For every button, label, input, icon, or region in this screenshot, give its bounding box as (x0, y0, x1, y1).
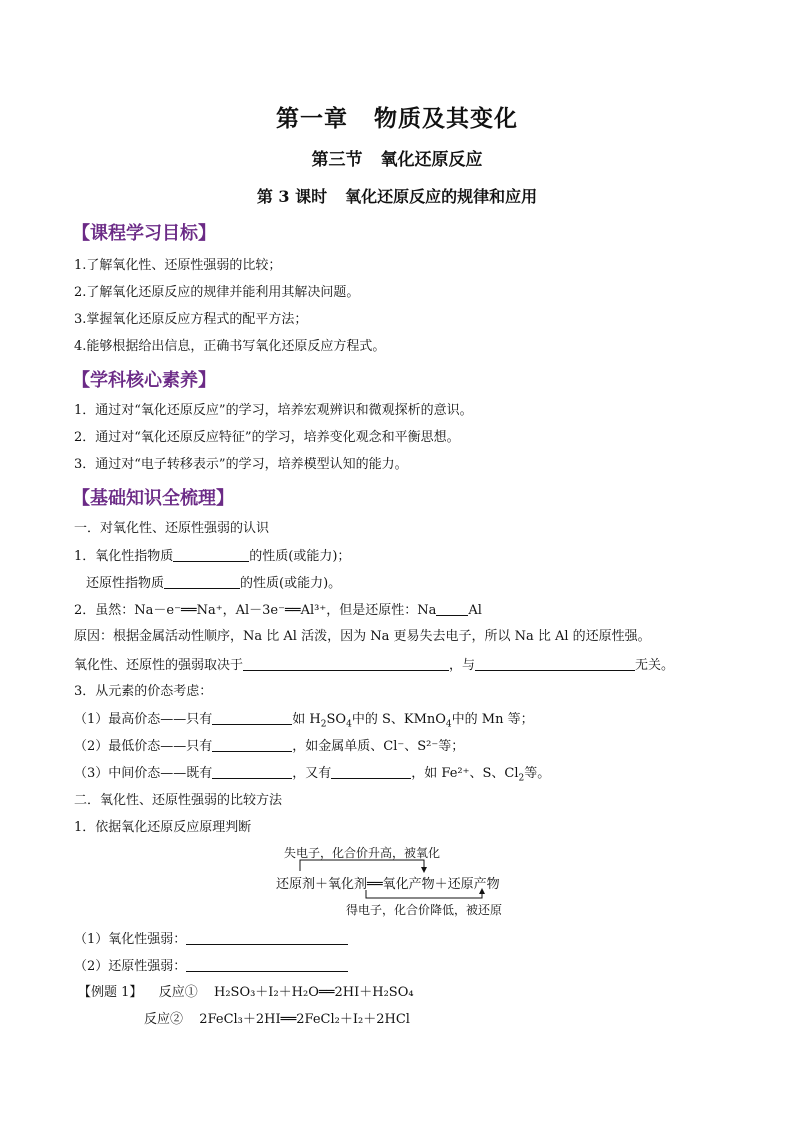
text: 还原性指物质 (86, 576, 165, 591)
example-label: 【例题 1】 (78, 985, 143, 1000)
fill-blank[interactable] (212, 764, 292, 779)
section-title (0, 145, 794, 170)
literacy-heading: 【学科核心素养】 (72, 370, 216, 391)
lesson-number: 第 3 课时 (256, 187, 328, 206)
reducing-definition (86, 574, 341, 593)
reaction-label: 反应② (144, 1012, 184, 1027)
part1-title: 一．对氧化性、还原性强弱的认识 (74, 521, 270, 536)
literacy-item: 2．通过对“氧化还原反应特征”的学习，培养变化观念和平衡思想。 (74, 430, 460, 445)
redox-diagram (276, 840, 526, 920)
chapter-title (0, 100, 794, 133)
text: ，如 Fe²⁺、S、Cl (411, 766, 519, 781)
text: ，又有 (292, 766, 332, 781)
text: ，如金属单质、Cl⁻、S²⁻等； (292, 739, 465, 754)
text: 的性质(或能力)。 (240, 576, 342, 591)
text: SO (326, 712, 347, 727)
fill-blank[interactable] (164, 574, 240, 589)
valence-highest (74, 710, 534, 729)
text: 1．氧化性指物质 (74, 549, 174, 564)
subscript: 2 (518, 773, 525, 784)
text: 2．虽然：Na－e⁻══Na⁺，Al－3e⁻══Al³⁺，但是还原性：Na (74, 603, 437, 618)
chapter-number: 第一章 (276, 106, 348, 132)
text: 中的 S、KMnO (351, 712, 446, 727)
redox-equation: 还原剂＋氧化剂══氧化产物＋还原产物 (276, 877, 500, 892)
chemical-equation: 2FeCl₃＋2HI══2FeCl₂＋I₂＋2HCl (199, 1012, 410, 1027)
valence-lowest (74, 737, 464, 756)
section-number: 第三节 (311, 150, 363, 170)
fill-blank[interactable] (331, 764, 411, 779)
text: （2）还原性强弱： (74, 959, 187, 974)
text: （1）最高价态——只有 (74, 712, 213, 727)
oxidizing-strength-question (74, 930, 348, 949)
goal-item: 3.掌握氧化还原反应方程式的配平方法； (74, 312, 308, 327)
example-1-reaction-1 (78, 984, 414, 1002)
text: Al (468, 603, 482, 618)
fill-blank[interactable] (243, 656, 449, 671)
fill-blank[interactable] (475, 656, 635, 671)
part2-title: 二．氧化性、还原性强弱的比较方法 (74, 793, 283, 808)
section-name: 氧化还原反应 (380, 150, 483, 170)
gain-electron-label: 得电子，化合价降低，被还原 (346, 903, 503, 917)
depends-line (74, 656, 674, 675)
chapter-name: 物质及其变化 (374, 106, 518, 132)
valence-middle (74, 764, 550, 783)
text: 的性质(或能力)； (249, 549, 351, 564)
lesson-name: 氧化还原反应的规律和应用 (345, 187, 538, 206)
lose-electron-label: 失电子，化合价升高，被氧化 (284, 846, 441, 860)
fill-blank[interactable] (173, 547, 249, 562)
fill-blank[interactable] (186, 957, 348, 972)
text: （3）中间价态——既有 (74, 766, 213, 781)
method1-title: 1．依据氧化还原反应原理判断 (74, 820, 252, 835)
goal-item: 4.能够根据给出信息，正确书写氧化还原反应方程式。 (74, 339, 386, 354)
chemical-equation: H₂SO₃＋I₂＋H₂O══2HI＋H₂SO₄ (213, 985, 414, 1000)
basics-heading: 【基础知识全梳理】 (72, 488, 234, 509)
text: （1）氧化性强弱： (74, 932, 187, 947)
sodium-aluminum-line (74, 601, 482, 620)
text: 氧化性、还原性的强弱取决于 (74, 658, 244, 673)
text: 等。 (524, 766, 551, 781)
subscript: 4 (445, 719, 452, 730)
text: 无关。 (635, 658, 675, 673)
goals-heading: 【课程学习目标】 (72, 223, 216, 244)
text: （2）最低价态——只有 (74, 739, 213, 754)
fill-blank[interactable] (212, 710, 292, 725)
reason-line: 原因：根据金属活动性顺序，Na 比 Al 活泼，因为 Na 更易失去电子，所以 Na 比 Al 的还原性强。 (74, 629, 651, 644)
fill-blank[interactable] (436, 601, 468, 616)
text: 中的 Mn 等； (451, 712, 534, 727)
goal-item: 1.了解氧化性、还原性强弱的比较； (74, 258, 282, 273)
subscript: 2 (320, 719, 327, 730)
literacy-item: 1．通过对“氧化还原反应”的学习，培养宏观辨识和微观探析的意识。 (74, 403, 473, 418)
fill-blank[interactable] (212, 737, 292, 752)
reducing-strength-question (74, 957, 348, 976)
oxidizing-definition (74, 547, 350, 566)
text: ，与 (449, 658, 476, 673)
valence-intro: 3．从元素的价态考虑： (74, 684, 213, 699)
lesson-title (0, 184, 794, 207)
text: 如 H (292, 712, 321, 727)
reaction-label: 反应① (158, 985, 198, 1000)
fill-blank[interactable] (186, 930, 348, 945)
subscript: 4 (346, 719, 352, 730)
literacy-item: 3．通过对“电子转移表示”的学习，培养模型认知的能力。 (74, 457, 408, 472)
example-1-reaction-2 (144, 1011, 410, 1029)
goal-item: 2.了解氧化还原反应的规律并能利用其解决问题。 (74, 285, 360, 300)
